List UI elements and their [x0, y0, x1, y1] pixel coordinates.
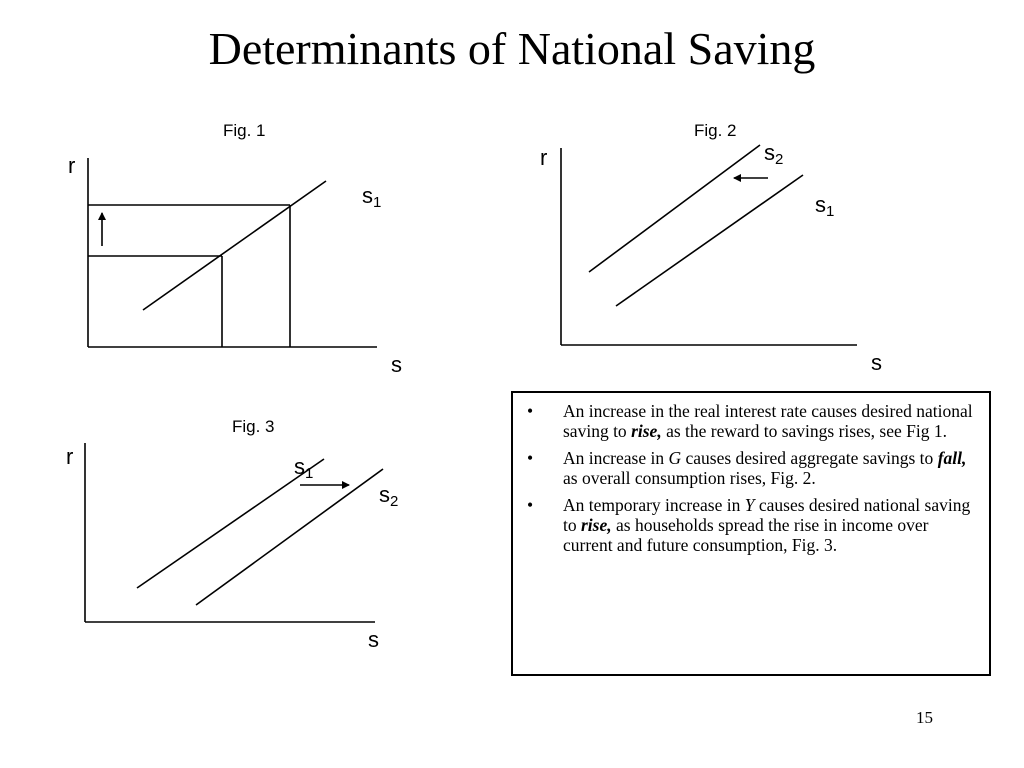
fig2-s1-label: $s_1$	[815, 192, 835, 220]
fig2-y-axis-label: r	[540, 145, 548, 170]
fig3-s2-curve	[196, 469, 383, 605]
fig1-saving-curve	[143, 181, 326, 310]
fig1-y-axis-label: r	[68, 153, 76, 178]
slide-title: Determinants of National Saving	[208, 23, 816, 74]
fig2-s2-curve	[589, 145, 760, 272]
fig2-s2-label: $s_2$	[764, 140, 784, 168]
fig3-s2-label: $s_2$	[379, 482, 399, 510]
explanation-list	[523, 401, 973, 555]
fig2-s1-curve	[616, 175, 803, 306]
fig3-x-axis-label: s	[368, 627, 379, 652]
explanation-item-interest-rate: • An increase in the real interest rate causes desired national saving to rise, as the reward to savings rises, see Fig 1.	[527, 401, 973, 441]
fig1-diagram	[88, 158, 377, 347]
bullet-marker: •	[527, 401, 534, 421]
fig2-diagram	[561, 145, 857, 345]
fig3-label: Fig. 3	[232, 417, 275, 436]
bullet-marker: •	[527, 495, 534, 515]
fig1-x-axis-label: s	[391, 352, 402, 377]
explanation-item-government-spending: • An increase in G causes desired aggregate savings to fall, as overall consumption rises, Fig. 2.	[527, 448, 967, 488]
fig2-x-axis-label: s	[871, 350, 882, 375]
explanation-box	[511, 391, 991, 676]
fig3-s1-label: $s_1$	[294, 454, 314, 482]
fig1-label: Fig. 1	[223, 121, 266, 140]
fig3-diagram	[85, 443, 383, 622]
fig1-curve-label: $s_1$	[362, 183, 382, 211]
fig3-y-axis-label: r	[66, 444, 74, 469]
fig2-label: Fig. 2	[694, 121, 737, 140]
page-number: 15	[916, 708, 933, 727]
bullet-marker: •	[527, 448, 534, 468]
explanation-item-income: • An temporary increase in Y causes desired national saving to rise, as households spread the rise in income over current and future consumption, Fig. 3.	[527, 495, 971, 555]
